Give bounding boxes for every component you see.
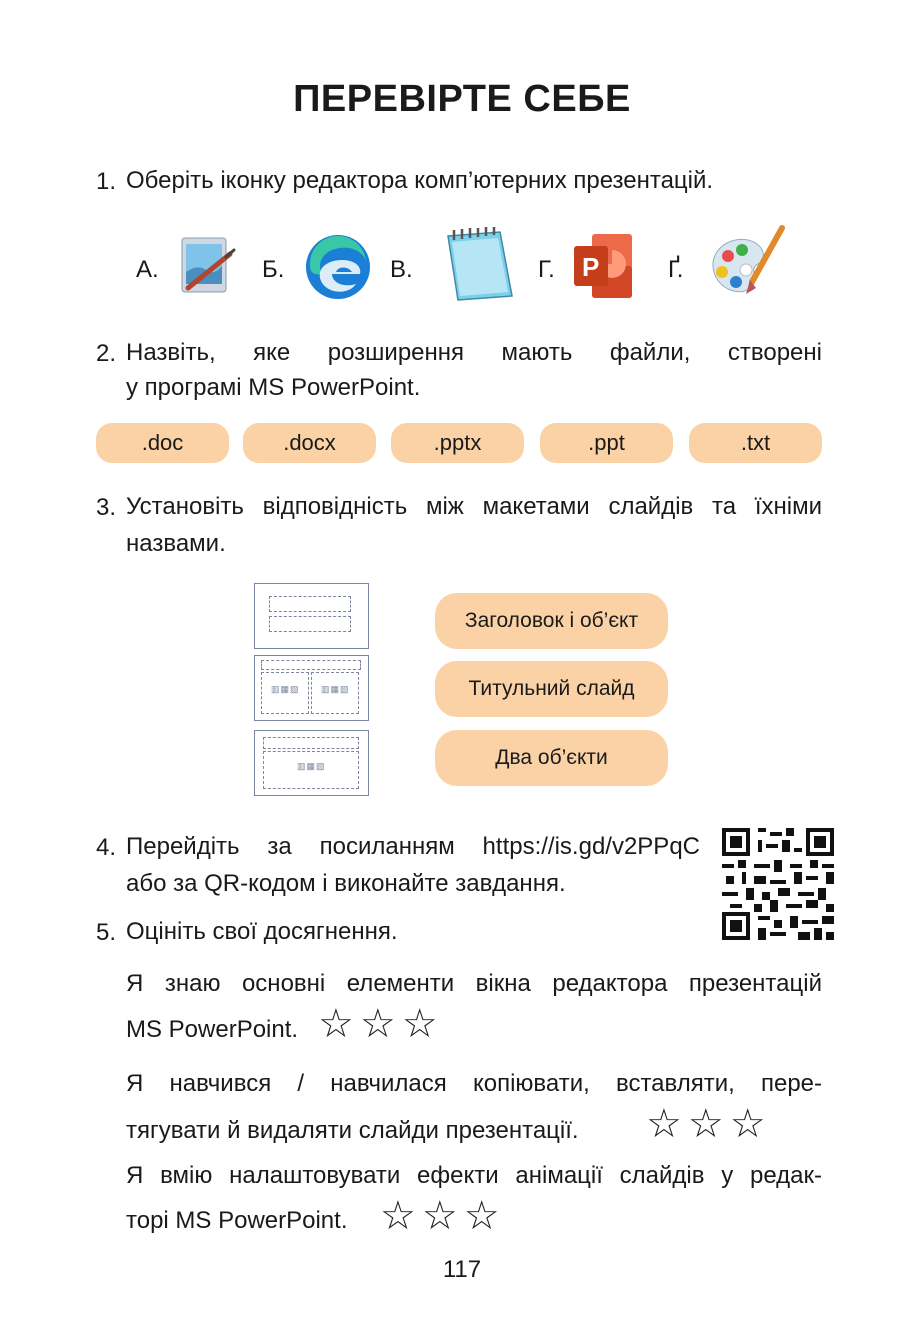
rating-stars-3[interactable]: ☆☆☆ xyxy=(380,1194,506,1238)
name-two-objects[interactable]: Два об’єкти xyxy=(435,730,668,786)
option-ppt[interactable]: .ppt xyxy=(540,423,673,463)
layout-title-slide[interactable] xyxy=(254,583,369,649)
option-v-label: В. xyxy=(390,256,413,283)
edge-icon[interactable] xyxy=(302,232,374,302)
name-title-and-object[interactable]: Заголовок і об’єкт xyxy=(435,593,668,649)
qr-code-icon[interactable] xyxy=(722,828,834,940)
question-3-line-1: Установіть відповідність між макетами слайдів та їхніми xyxy=(126,493,822,520)
powerpoint-icon[interactable] xyxy=(572,232,634,300)
layout-two-objects[interactable]: ▥▦▧ ▥▦▧ xyxy=(254,655,369,721)
option-a-label: А. xyxy=(136,256,159,283)
name-title-slide[interactable]: Титульний слайд xyxy=(435,661,668,717)
question-3-line-2: назвами. xyxy=(126,530,226,557)
layout-title-and-object[interactable]: ▥▦▧ xyxy=(254,730,369,796)
question-1-number: 1. xyxy=(96,168,117,195)
option-docx[interactable]: .docx xyxy=(243,423,376,463)
palette-icon[interactable] xyxy=(706,222,790,302)
option-doc[interactable]: .doc xyxy=(96,423,229,463)
question-5-number: 5. xyxy=(96,919,117,946)
option-gg-label: Ґ. xyxy=(668,256,684,283)
page-number: 117 xyxy=(442,1256,482,1283)
option-b-label: Б. xyxy=(262,256,285,283)
question-3-number: 3. xyxy=(96,494,117,521)
question-4-number: 4. xyxy=(96,834,117,861)
rating-stars-2[interactable]: ☆☆☆ xyxy=(646,1102,772,1146)
question-1-text: Оберіть іконку редактора комп’ютерних презентацій. xyxy=(126,167,714,194)
option-pptx[interactable]: .pptx xyxy=(391,423,524,463)
svg-text:P: P xyxy=(582,252,600,282)
option-txt[interactable]: .txt xyxy=(689,423,822,463)
question-2-line-2: у програмі MS PowerPoint. xyxy=(126,374,421,401)
achievement-1-line-2: MS PowerPoint. xyxy=(126,1016,299,1043)
achievement-3-line-2: торі MS PowerPoint. xyxy=(126,1207,348,1234)
achievement-2-line-1: Я навчився / навчилася копіювати, вставляти, пере- xyxy=(126,1070,822,1097)
option-g-label: Г. xyxy=(538,256,555,283)
rating-stars-1[interactable]: ☆☆☆ xyxy=(318,1002,444,1046)
question-4-line-1: Перейдіть за посиланням https://is.gd/v2PPqC xyxy=(126,833,700,860)
page-title: ПЕРЕВІРТЕ СЕБЕ xyxy=(293,78,631,120)
notepad-icon[interactable] xyxy=(430,226,516,302)
achievement-1-line-1: Я знаю основні елементи вікна редактора презентацій xyxy=(126,970,822,997)
question-2-number: 2. xyxy=(96,340,117,367)
question-5-text: Оцініть свої досягнення. xyxy=(126,918,398,945)
achievement-2-line-2: тягувати й видаляти слайди презентації. xyxy=(126,1117,579,1144)
achievement-3-line-1: Я вмію налаштовувати ефекти анімації слайдів у редак- xyxy=(126,1162,822,1189)
question-4-line-2: або за QR-кодом і виконайте завдання. xyxy=(126,870,566,897)
question-2-line-1: Назвіть, яке розширення мають файли, створені xyxy=(126,339,822,366)
paint-icon[interactable] xyxy=(176,234,238,296)
